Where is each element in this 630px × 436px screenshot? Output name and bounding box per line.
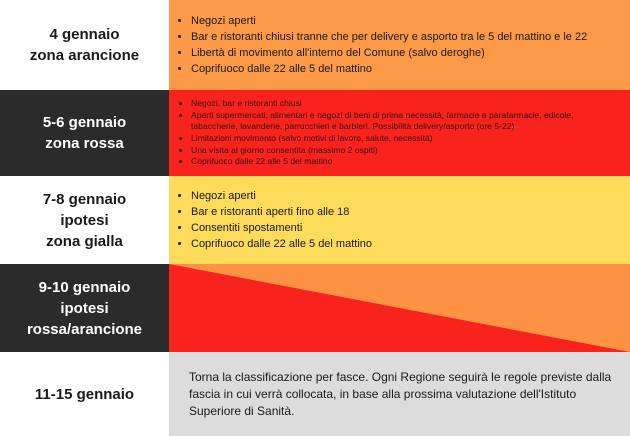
row-label-date: 7-8 gennaio <box>42 190 127 208</box>
rule-item: • Libertà di movimento all'interno del Comune (salvo deroghe) <box>191 45 587 61</box>
row-label-zone: zona rossa <box>45 135 124 152</box>
row-label-date: 5-6 gennaio <box>42 114 127 131</box>
row-content-split-red-orange <box>169 264 630 352</box>
row-content-orange <box>169 0 630 90</box>
row-label <box>0 0 169 90</box>
rules-list <box>169 98 630 168</box>
row-7-8-gennaio <box>0 176 630 264</box>
rule-item: • Coprifuoco dalle 22 alle 5 del mattino <box>191 236 372 252</box>
row-label-zone: zona gialla <box>46 232 123 250</box>
row-content-red <box>169 90 630 176</box>
row-11-15-gennaio <box>0 352 630 436</box>
row-label-zone: zona arancione <box>29 47 140 64</box>
row-9-10-gennaio <box>0 264 630 352</box>
row-label-date: 11-15 gennaio <box>34 385 135 403</box>
rule-item: • Consentiti spostamenti <box>191 220 372 236</box>
row-label <box>0 352 169 436</box>
rule-item: • Aperti supermercati, alimentari e negozi di beni di prima necessità, farmacie e parafarmacie, edicole, tabaccherie, lavanderie, parrucchieri e barbieri. Possibilità delivery/asporto (ore 5-22) <box>191 110 618 133</box>
row-content-yellow <box>169 176 630 264</box>
row-label-hypothesis: ipotesi <box>60 211 109 229</box>
rule-item: • Coprifuoco dalle 22 alle 5 del mattino <box>191 61 587 77</box>
rule-item: • Una visita al giorno consentita (massimo 2 ospiti) <box>191 145 618 157</box>
rules-list <box>169 188 372 252</box>
row-label <box>0 264 169 352</box>
row-label <box>0 90 169 176</box>
rule-item: • Limitazioni movimento (salvo motivi di lavoro, salute, necessità) <box>191 133 618 145</box>
row-label-date: 4 gennaio <box>49 26 120 43</box>
row-label-hypothesis: ipotesi <box>60 299 109 317</box>
row-label-zone: rossa/arancione <box>26 320 143 338</box>
row-content-gray <box>169 352 630 436</box>
row-4-gennaio <box>0 0 630 90</box>
row-description: Torna la classificazione per fasce. Ogni Regione seguirà le regole previste dalla fascia in cui verrà collocata, in base alla prossima valutazione dell'Istituto Superiore di Sanità. <box>189 369 612 418</box>
rule-item: • Coprifuoco dalle 22 alle 5 del mattino <box>191 156 618 168</box>
red-orange-diagonal-graphic <box>169 264 630 352</box>
rule-item: • Bar e ristoranti chiusi tranne che per delivery e asporto tra le 5 del mattino e le 22 <box>191 29 587 45</box>
rule-item: • Negozi, bar e ristoranti chiusi <box>191 98 618 110</box>
row-5-6-gennaio <box>0 90 630 176</box>
row-label-date: 9-10 gennaio <box>38 278 131 296</box>
rule-item: • Negozi aperti <box>191 188 372 204</box>
rule-item: • Negozi aperti <box>191 13 587 29</box>
row-label <box>0 176 169 264</box>
rules-list <box>169 13 587 77</box>
rule-item: • Bar e ristoranti aperti fino alle 18 <box>191 204 372 220</box>
